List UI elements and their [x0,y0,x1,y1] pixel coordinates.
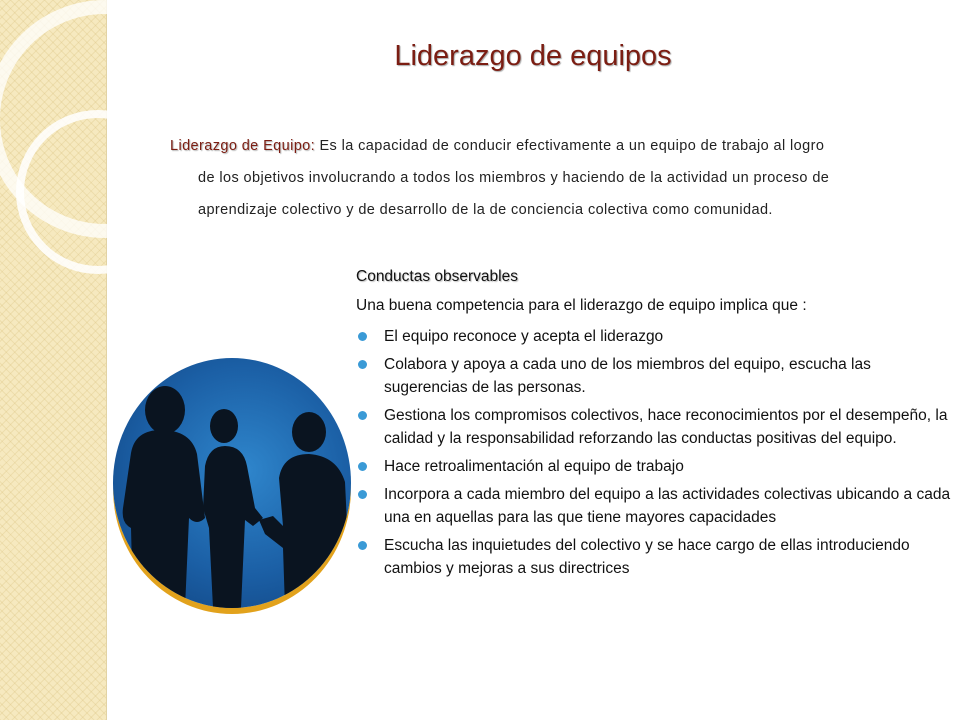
people-silhouettes [113,358,351,608]
intro-line: aprendizaje colectivo y de desarrollo de la de conciencia colectiva como comunidad. [198,202,773,218]
observable-behaviors-section [356,266,956,585]
bullet-icon [358,462,367,471]
list-item [356,325,956,348]
intro-line: de los objetivos involucrando a todos los miembros y haciendo de la actividad un proceso de [198,170,830,186]
slide-title: Liderazgo de equipos [394,40,672,72]
behaviors-list [356,325,956,580]
list-item-text: Escucha las inquietudes del colectivo y se hace cargo de ellas introduciendo cambios y mejoras a sus directrices [384,537,910,577]
bullet-icon [358,490,367,499]
list-item [356,404,956,450]
decorative-ring [16,110,180,274]
list-item-text: Incorpora a cada miembro del equipo a las actividades colectivas ubicando a cada una en aquellas para las que tiene mayores capacidades [384,486,951,526]
bullet-icon [358,332,367,341]
bullet-icon [358,411,367,420]
list-item [356,534,956,580]
decorative-sidebar [0,0,107,720]
list-item-text: Colabora y apoya a cada uno de los miembros del equipo, escucha las sugerencias de las personas. [384,356,871,396]
intro-term: Liderazgo de Equipo: [170,138,316,154]
bullet-icon [358,360,367,369]
list-item-text: El equipo reconoce y acepta el liderazgo [384,328,664,345]
section-lead: Una buena competencia para el liderazgo de equipo implica que : [356,297,807,314]
team-silhouettes-photo [113,358,351,608]
bullet-icon [358,541,367,550]
intro-paragraph [170,130,860,226]
list-item [356,455,956,478]
list-item [356,353,956,399]
list-item-text: Gestiona los compromisos colectivos, hace reconocimientos por el desempeño, la calidad y la responsabilidad reforzando las conductas positivas del equipo. [384,407,948,447]
intro-text: Es la capacidad de conducir efectivamente a un equipo de trabajo al logro [315,138,825,154]
intro-line [170,130,860,162]
list-item [356,483,956,529]
section-title: Conductas observables [356,268,518,285]
list-item-text: Hace retroalimentación al equipo de trabajo [384,458,684,475]
